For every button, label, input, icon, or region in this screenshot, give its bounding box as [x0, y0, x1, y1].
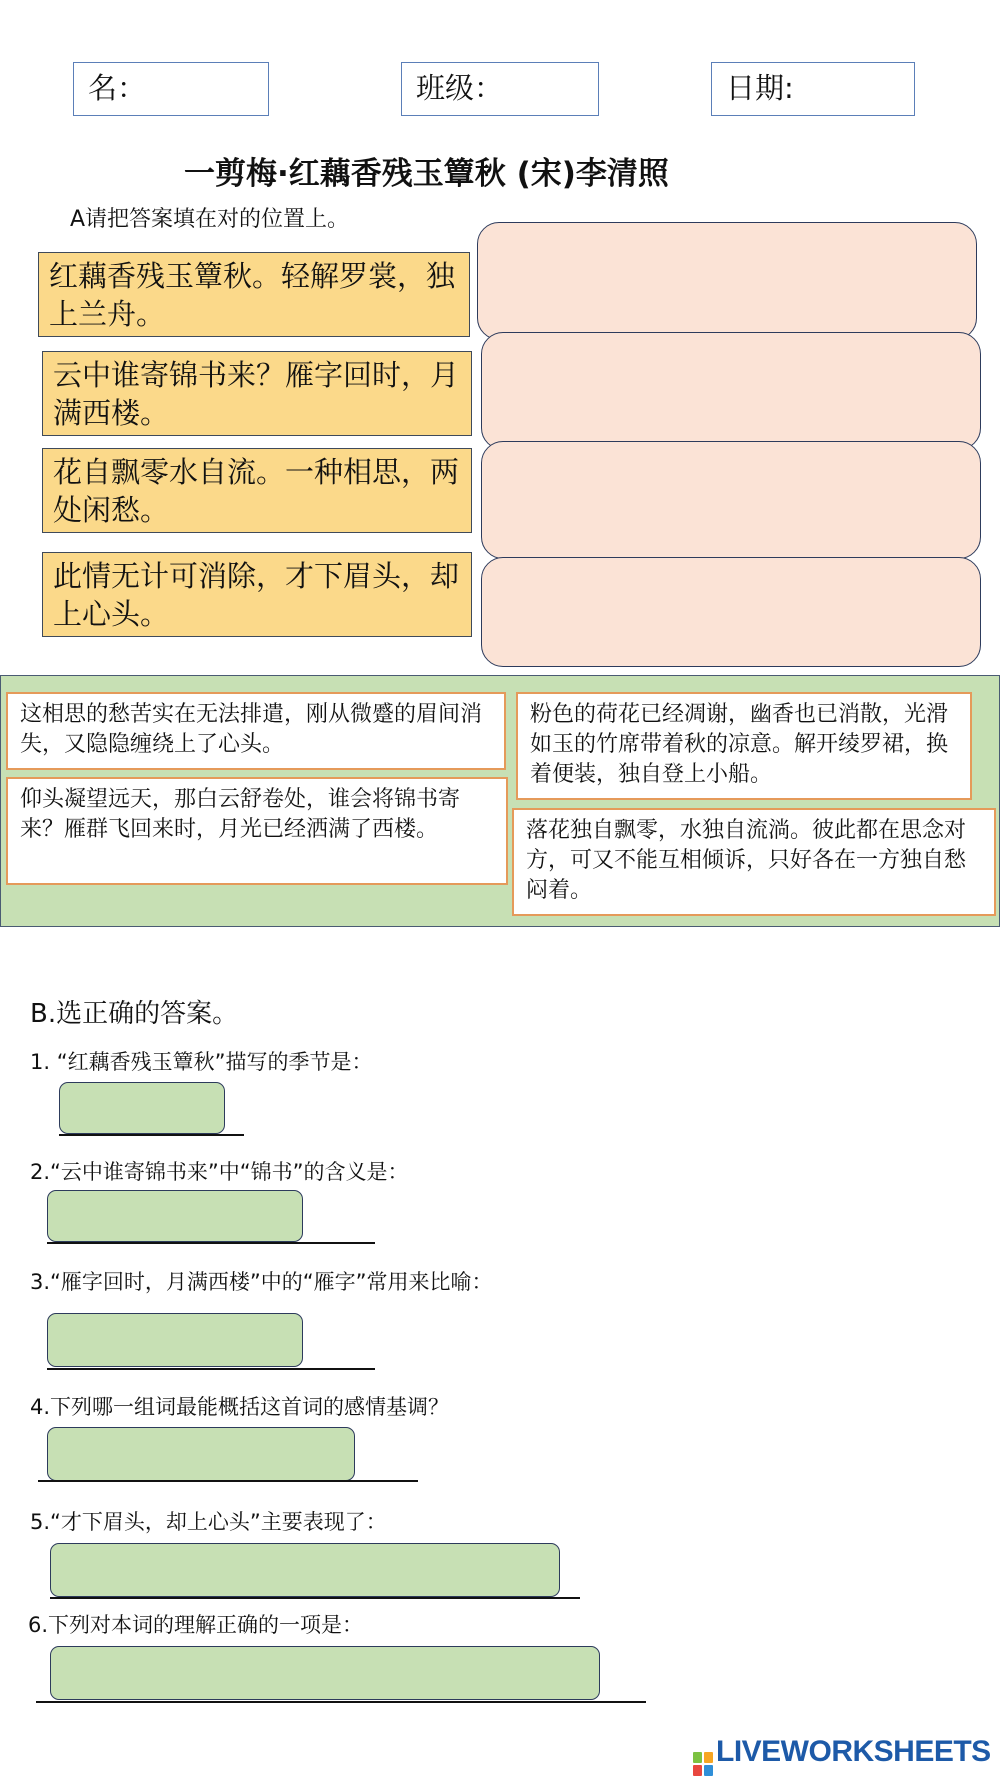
class-label: 班级： — [416, 71, 504, 105]
liveworksheets-logo-icon — [693, 1752, 713, 1776]
translation-card-2: 粉色的荷花已经凋谢，幽香也已消散，光滑如玉的竹席带着秋的凉意。解开绫罗裙，换着便装，独自登上小船。 — [516, 692, 972, 800]
translation-card-4: 落花独自飘零，水独自流淌。彼此都在思念对方，可又不能互相倾诉，只好各在一方独自愁闷着。 — [512, 808, 996, 916]
poem-line-4[interactable]: 此情无计可消除，才下眉头，却上心头。 — [42, 552, 472, 637]
answer-box-6[interactable] — [50, 1646, 600, 1700]
translation-card-3: 仰头凝望远天，那白云舒卷处，谁会将锦书寄来？雁群飞回来时，月光已经洒满了西楼。 — [6, 777, 508, 885]
page-title: 一剪梅·红藕香残玉簟秋 (宋)李清照 — [184, 156, 669, 192]
answer-underline-1 — [59, 1134, 244, 1136]
answer-box-2[interactable] — [47, 1190, 303, 1242]
section-b-heading: B.选正确的答案。 — [30, 999, 239, 1029]
question-6: 6.下列对本词的理解正确的一项是： — [28, 1613, 364, 1637]
poem-line-3[interactable]: 花自飘零水自流。一种相思，两处闲愁。 — [42, 448, 472, 533]
logo-text: LIVEWORKSHEETS — [716, 1735, 991, 1768]
answer-underline-5 — [50, 1597, 580, 1599]
translation-card-1: 这相思的愁苦实在无法排遣，刚从微蹙的眉间消失，又隐隐缠绕上了心头。 — [6, 692, 506, 770]
answer-underline-2 — [47, 1242, 375, 1244]
date-field[interactable] — [711, 62, 915, 116]
drop-target-3[interactable] — [481, 441, 981, 559]
answer-box-1[interactable] — [59, 1082, 225, 1134]
poem-line-1[interactable]: 红藕香残玉簟秋。轻解罗裳，独上兰舟。 — [38, 252, 470, 337]
drop-target-4[interactable] — [481, 557, 981, 667]
class-field[interactable] — [401, 62, 599, 116]
question-4: 4.下列哪一组词最能概括这首词的感情基调？ — [30, 1395, 450, 1419]
question-5: 5.“才下眉头，却上心头”主要表现了： — [30, 1510, 387, 1534]
name-field[interactable] — [73, 62, 269, 116]
poem-line-2[interactable]: 云中谁寄锦书来？雁字回时，月满西楼。 — [42, 351, 472, 436]
section-a-instruction: A请把答案填在对的位置上。 — [70, 207, 350, 232]
answer-box-4[interactable] — [47, 1427, 355, 1481]
date-label: 日期: — [726, 71, 794, 105]
answer-underline-6 — [36, 1701, 646, 1703]
drop-target-2[interactable] — [481, 332, 981, 450]
answer-box-3[interactable] — [47, 1313, 303, 1367]
answer-underline-4 — [38, 1480, 418, 1482]
liveworksheets-logo — [693, 1735, 991, 1776]
name-label: 名： — [88, 71, 147, 105]
question-1: 1. “红藕香残玉簟秋”描写的季节是： — [30, 1050, 373, 1074]
question-2: 2.“云中谁寄锦书来”中“锦书”的含义是： — [30, 1160, 409, 1184]
answer-box-5[interactable] — [50, 1543, 560, 1597]
answer-underline-3 — [47, 1368, 375, 1370]
question-3: 3.“雁字回时，月满西楼”中的“雁字”常用来比喻： — [30, 1270, 493, 1294]
drop-target-1[interactable] — [477, 222, 977, 340]
